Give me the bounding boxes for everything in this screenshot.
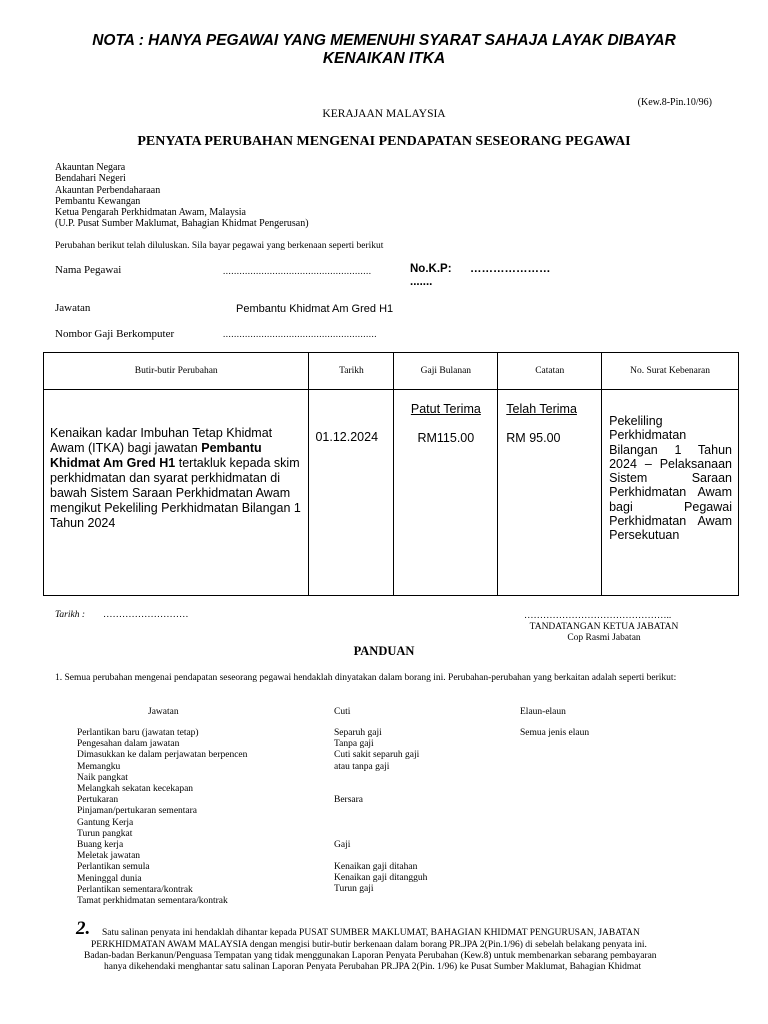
patut-terima-label: Patut Terima (410, 402, 481, 416)
list-item: Separuh gaji (334, 728, 382, 738)
list-item: Gantung Kerja (77, 817, 134, 828)
tarikh-cell[interactable]: 01.12.2024 (309, 390, 394, 596)
col-jawatan-header: Jawatan (148, 707, 179, 717)
header-gaji-bulanan: Gaji Bulanan (394, 353, 498, 390)
official-stamp-label: Cop Rasmi Jabatan (567, 633, 641, 643)
list-item: Turun pangkat (77, 828, 133, 839)
header-catatan: Catatan (498, 353, 602, 390)
list-item: Memangku (77, 761, 121, 772)
table-row (44, 390, 739, 596)
list-item: Perlantikan semula (77, 862, 150, 873)
signature-title: TANDATANGAN KETUA JABATAN (529, 622, 679, 632)
header-tarikh: Tarikh (309, 353, 394, 390)
nama-label: Nama Pegawai (55, 264, 122, 276)
col-cuti-header: Cuti (334, 707, 351, 717)
addressee-item: (U.P. Pusat Sumber Maklumat, Bahagian Khidmat Pengerusan) (55, 218, 309, 230)
list-item: Perlantikan baru (jawatan tetap) (77, 728, 199, 738)
list-item: Melangkah sekatan kecekapan (77, 784, 194, 795)
catatan-telah-cell[interactable] (498, 390, 602, 596)
col-elaun-header: Elaun-elaun (520, 707, 566, 717)
addressee-list (55, 162, 309, 230)
form-title: PENYATA PERUBAHAN MENGENAI PENDAPATAN SESEORANG PEGAWAI (137, 134, 631, 149)
addressee-item: Bendahari Negeri (55, 173, 126, 185)
list-item: Meninggal dunia (77, 873, 142, 884)
intro-text: Perubahan berikut telah diluluskan. Sila bayar pegawai yang berkenaan seperti berikut (55, 241, 384, 251)
addressee-item: Pembantu Kewangan (55, 195, 141, 207)
nama-field[interactable]: ...................................................... (223, 266, 372, 276)
addressee-item: Akauntan Negara (55, 162, 126, 173)
jawatan-label: Jawatan (55, 302, 91, 314)
butir-text-2: tertakluk kepada skim perkhidmatan dan syarat perkhidmatan di bawah Sistem Saraan Perkhidmatan Awam mengikut Pekeliling Perkhidmatan Bilangan 1 Tahun 2024 (50, 456, 301, 530)
nombor-gaji-field[interactable]: ........................................................ (223, 329, 377, 339)
paragraph-2-number: 2. (76, 918, 91, 939)
paragraph-2-line-4: hanya dikehendaki menghantar satu salinan Laporan Penyata Perubahan PR.JPA 2(Pin. 1/96) ke Pusat Sumber Maklumat, Bahagian Khidmat (104, 962, 642, 972)
list-item: Cuti sakit separuh gaji (334, 750, 420, 761)
jawatan-value[interactable]: Pembantu Khidmat Am Gred H1 (236, 303, 394, 315)
government-title: KERAJAAN MALAYSIA (322, 108, 446, 120)
nokp-label: No.K.P: (410, 263, 452, 275)
form-code: (Kew.8-Pin.10/96) (637, 97, 712, 108)
nokp-field-continued: ....... (410, 276, 433, 288)
cuti-list (334, 728, 419, 773)
list-item: atau tanpa gaji (334, 761, 390, 772)
nombor-gaji-label: Nombor Gaji Berkomputer (55, 328, 175, 340)
gaji-list (334, 862, 427, 896)
butir-text-bold: Pembantu Khidmat Am Gred H1 (50, 441, 262, 470)
jawatan-list (77, 728, 247, 907)
addressee-item: Akauntan Perbendaharaan (55, 184, 161, 196)
gaji-patut-cell[interactable] (394, 390, 498, 596)
addressee-item: Ketua Pengarah Perkhidmatan Awam, Malaysia (55, 207, 246, 219)
telah-terima-label: Telah Terima (506, 402, 577, 416)
paragraph-2-line-2: PERKHIDMATAN AWAM MALAYSIA dengan mengisi butir-butir berkenaan dalam borang PR.JPA 2(Pin.1/96) di sebelah belakang penyata ini. (91, 940, 647, 950)
nokp-field[interactable]: ………………… (470, 263, 551, 275)
list-item: Perlantikan sementara/kontrak (77, 884, 193, 895)
header-butir: Butir-butir Perubahan (44, 353, 309, 390)
gaji-label: Gaji (334, 840, 351, 850)
list-item: Tamat perkhidmatan sementara/kontrak (77, 896, 228, 907)
panduan-heading: PANDUAN (353, 644, 415, 658)
changes-table (43, 352, 739, 596)
butir-text-1: Kenaikan kadar Imbuhan Tetap Khidmat Awam (ITKA) bagi jawatan (50, 426, 273, 455)
panduan-paragraph-1: 1. Semua perubahan mengenai pendapatan seseorang pegawai hendaklah dinyatakan dalam borang ini. Perubahan-perubahan yang berkaitan adalah seperti berikut: (55, 673, 677, 683)
header-no-surat: No. Surat Kebenaran (602, 353, 739, 390)
list-item: Buang kerja (77, 840, 124, 851)
list-item: Pengesahan dalam jawatan (77, 739, 180, 750)
bersara-label: Bersara (334, 795, 364, 805)
list-item: Naik pangkat (77, 772, 128, 783)
list-item: Meletak jawatan (77, 851, 141, 862)
tarikh-sign-field[interactable]: ……………………… (103, 610, 189, 620)
telah-terima-value: RM 95.00 (506, 431, 561, 445)
list-item: Dimasukkan ke dalam perjawatan berpencen (77, 750, 248, 761)
paragraph-2-line-3: Badan-badan Berkanun/Penguasa Tempatan yang tidak menggunakan Laporan Penyata Perubahan (Kew.8) untuk membenarkan sebarang pembayaran (84, 951, 657, 961)
paragraph-2-line-1: Satu salinan penyata ini hendaklah dihantar kepada PUSAT SUMBER MAKLUMAT, BAHAGIAN KHIDMAT PENGURUSAN, JABATAN (102, 928, 640, 938)
surat-kebenaran-cell[interactable]: Pekeliling Perkhidmatan Bilangan 1 Tahun 2024 – Pelaksanaan Sistem Saraan Perkhidmatan Awam bagi Pegawai Perkhidmatan Awam Persekutuan (602, 390, 739, 596)
list-item: Pertukaran (77, 795, 119, 806)
list-item: Kenaikan gaji ditahan (334, 862, 418, 872)
list-item: Tanpa gaji (334, 739, 374, 750)
list-item: Turun gaji (334, 884, 374, 895)
signature-line[interactable]: ……………………………………….. (524, 611, 672, 621)
patut-terima-value: RM115.00 (417, 431, 475, 445)
elaun-list (520, 728, 589, 739)
nota-heading: NOTA : HANYA PEGAWAI YANG MEMENUHI SYARAT SAHAJA LAYAK DIBAYAR KENAIKAN ITKA (92, 32, 676, 67)
butir-cell[interactable] (44, 390, 309, 596)
list-item: Semua jenis elaun (520, 728, 590, 738)
table-header-row (44, 353, 739, 390)
tarikh-sign-label: Tarikh : (55, 610, 86, 620)
list-item: Kenaikan gaji ditangguh (334, 873, 428, 884)
list-item: Pinjaman/pertukaran sementara (77, 806, 198, 817)
